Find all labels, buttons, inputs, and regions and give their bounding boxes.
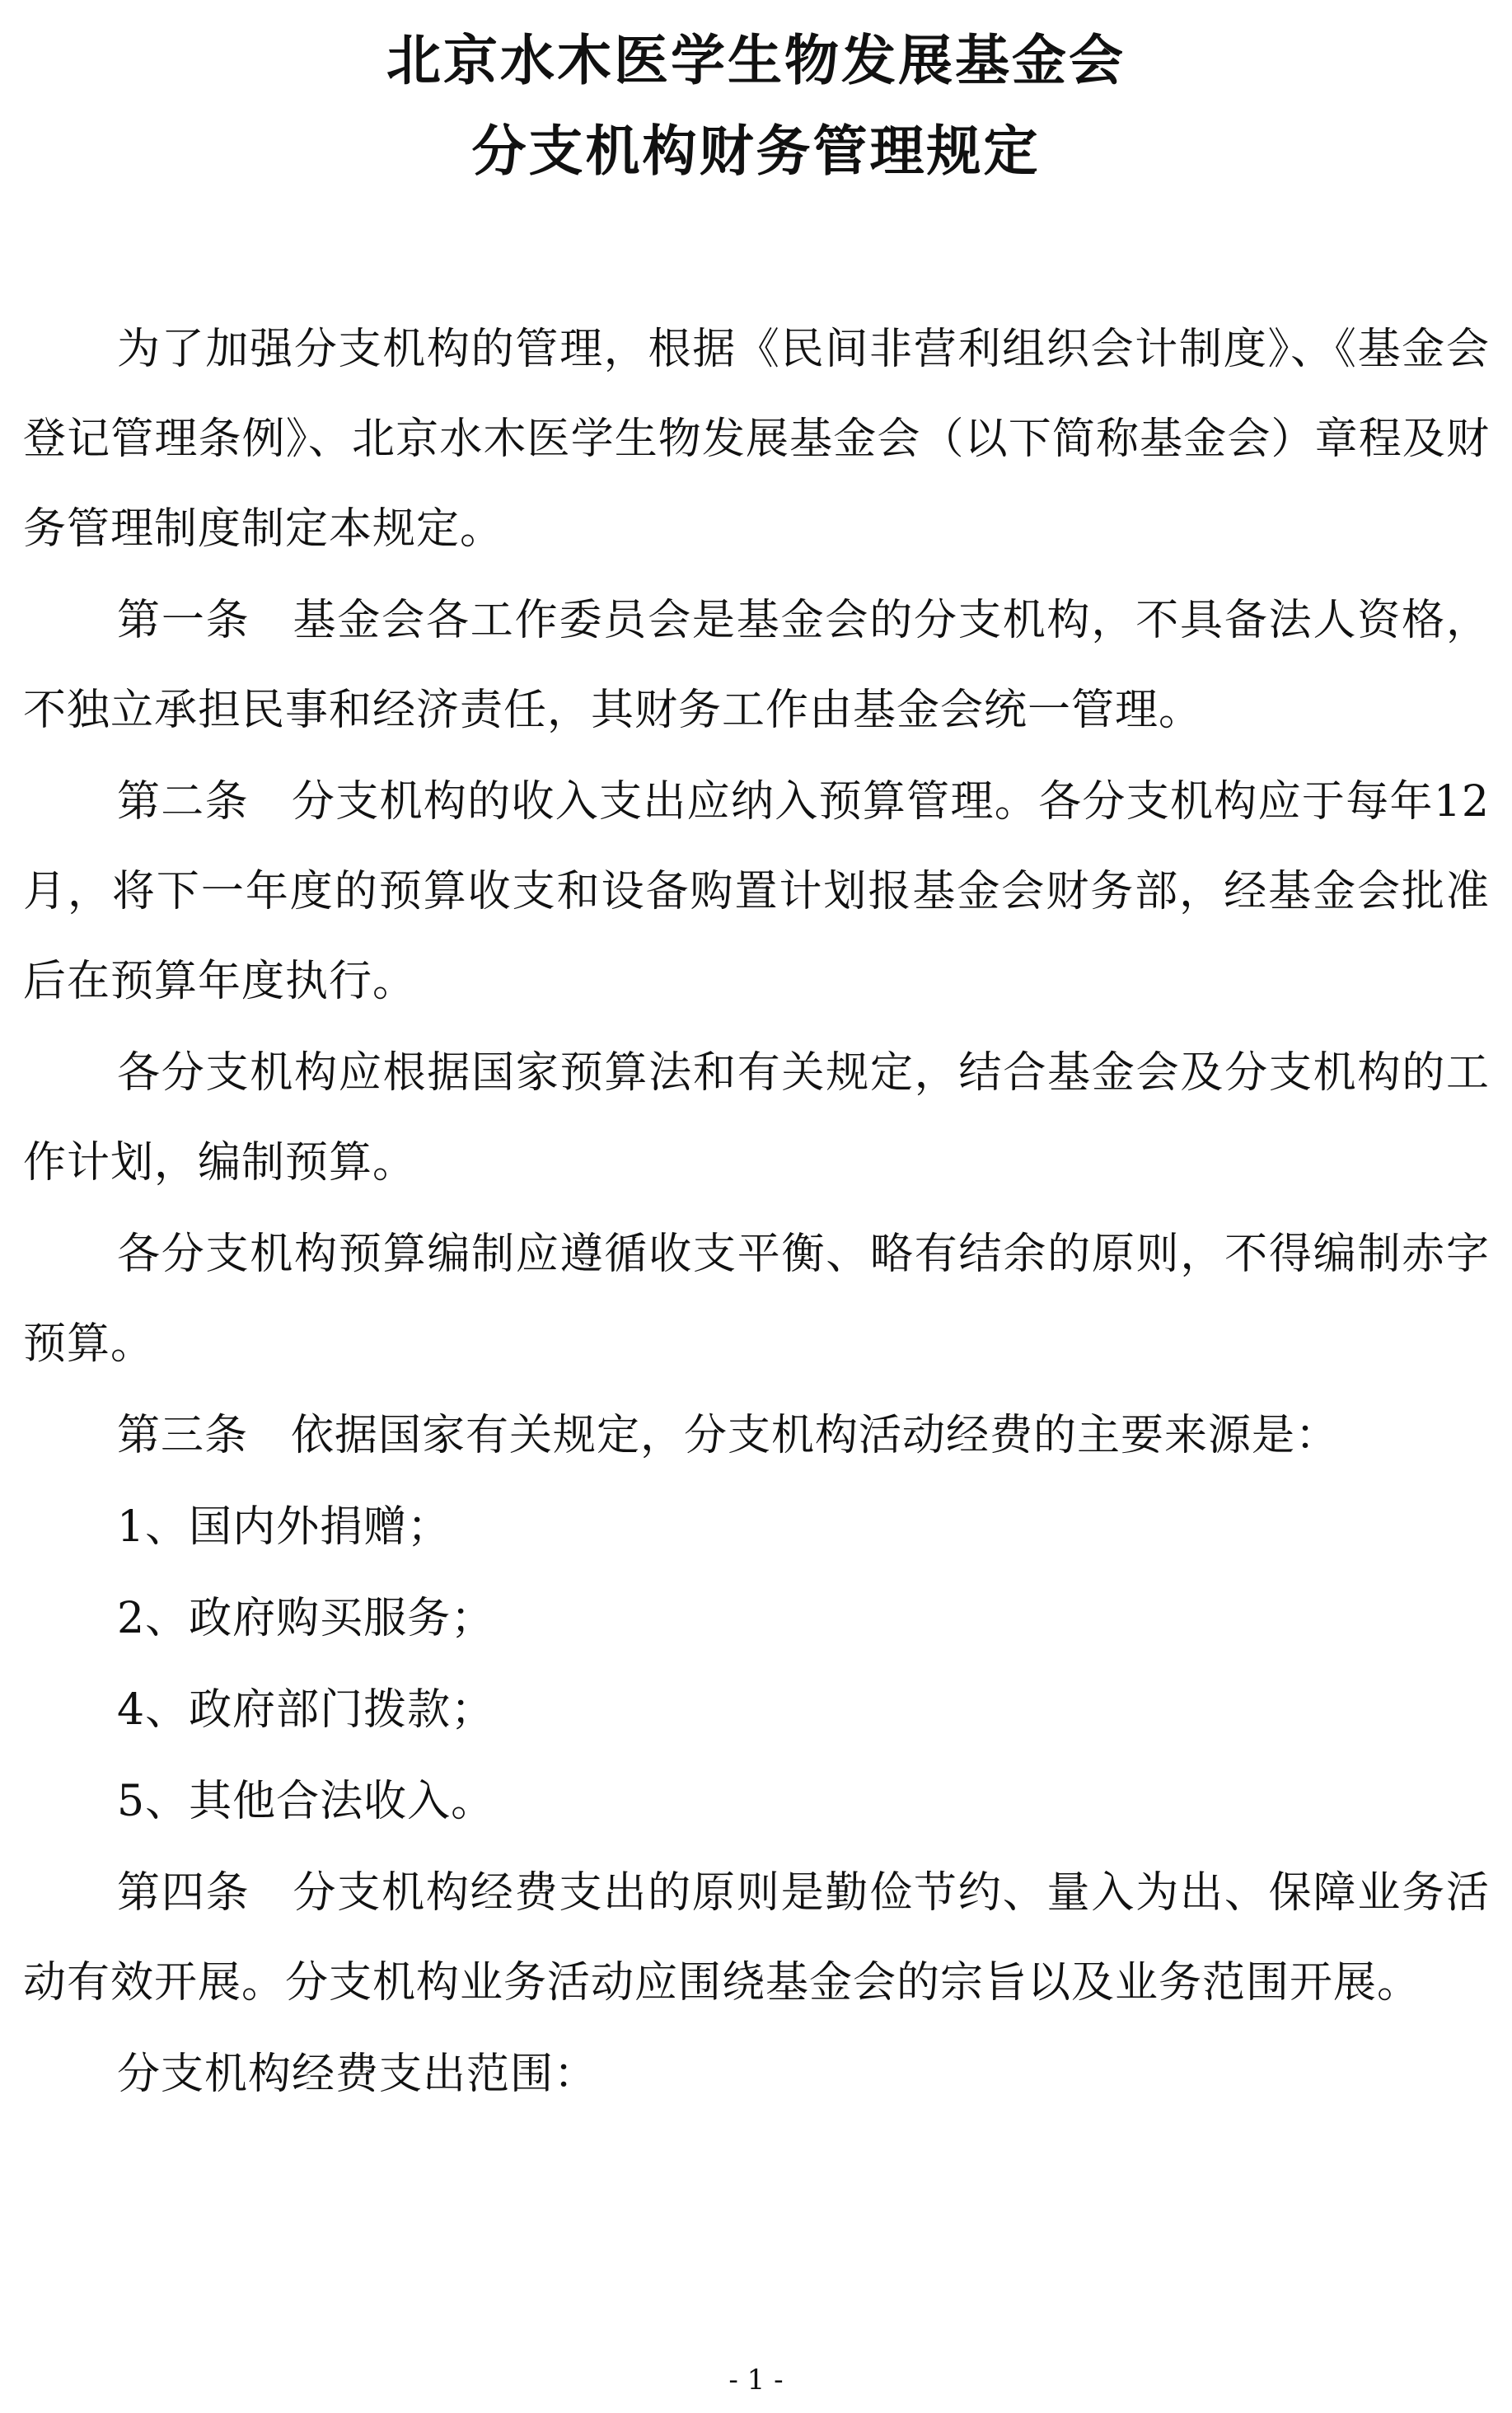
article-4-text: 分支机构经费支出的原则是勤俭节约、量入为出、保障业务活动有效开展。分支机构业务活动应围绕基金会的宗旨以及业务范围开展。 xyxy=(23,1868,1490,2008)
article-4-label: 第四条 xyxy=(117,1868,250,1918)
document-body xyxy=(23,305,1490,2121)
article-4-paragraph-2: 分支机构经费支出范围： xyxy=(117,2050,598,2099)
preamble-paragraph: 为了加强分支机构的管理，根据《民间非营利组织会计制度》、《基金会登记管理条例》、北京水木医学生物发展基金会（以下简称基金会）章程及财务管理制度制定本规定。 xyxy=(23,325,1490,554)
article-1-label: 第一条 xyxy=(117,596,250,645)
article-3-paragraph xyxy=(23,1391,1490,1481)
article-3-list-item: 4、政府部门拨款； xyxy=(117,1685,495,1735)
article-3-list-item: 2、政府购买服务； xyxy=(117,1594,495,1643)
article-1-text: 基金会各工作委员会是基金会的分支机构，不具备法人资格，不独立承担民事和经济责任，其财务工作由基金会统一管理。 xyxy=(23,596,1490,735)
article-2-paragraph-2: 各分支机构应根据国家预算法和有关规定，结合基金会及分支机构的工作计划，编制预算。 xyxy=(23,1048,1490,1188)
document-title-line-2: 分支机构财务管理规定 xyxy=(471,119,1041,183)
article-3-label: 第三条 xyxy=(117,1411,249,1460)
article-3-list-item: 5、其他合法收入。 xyxy=(117,1777,495,1826)
article-1-paragraph xyxy=(23,576,1490,756)
document-title-line-1: 北京水木医学生物发展基金会 xyxy=(386,29,1126,92)
article-2-paragraph-3: 各分支机构预算编制应遵循收支平衡、略有结余的原则，不得编制赤字预算。 xyxy=(23,1230,1490,1369)
article-4-paragraph xyxy=(23,1848,1490,2028)
article-3-text: 依据国家有关规定，分支机构活动经费的主要来源是： xyxy=(291,1411,1340,1460)
article-3-list-item: 1、国内外捐赠； xyxy=(117,1502,452,1552)
article-2-text: 分支机构的收入支出应纳入预算管理。各分支机构应于每年12月，将下一年度的预算收支和设备购置计划报基金会财务部，经基金会批准后在预算年度执行。 xyxy=(23,777,1490,1006)
article-2-paragraph xyxy=(23,757,1490,1027)
page-number: - 1 - xyxy=(728,2364,784,2397)
article-2-label: 第二条 xyxy=(117,777,249,827)
